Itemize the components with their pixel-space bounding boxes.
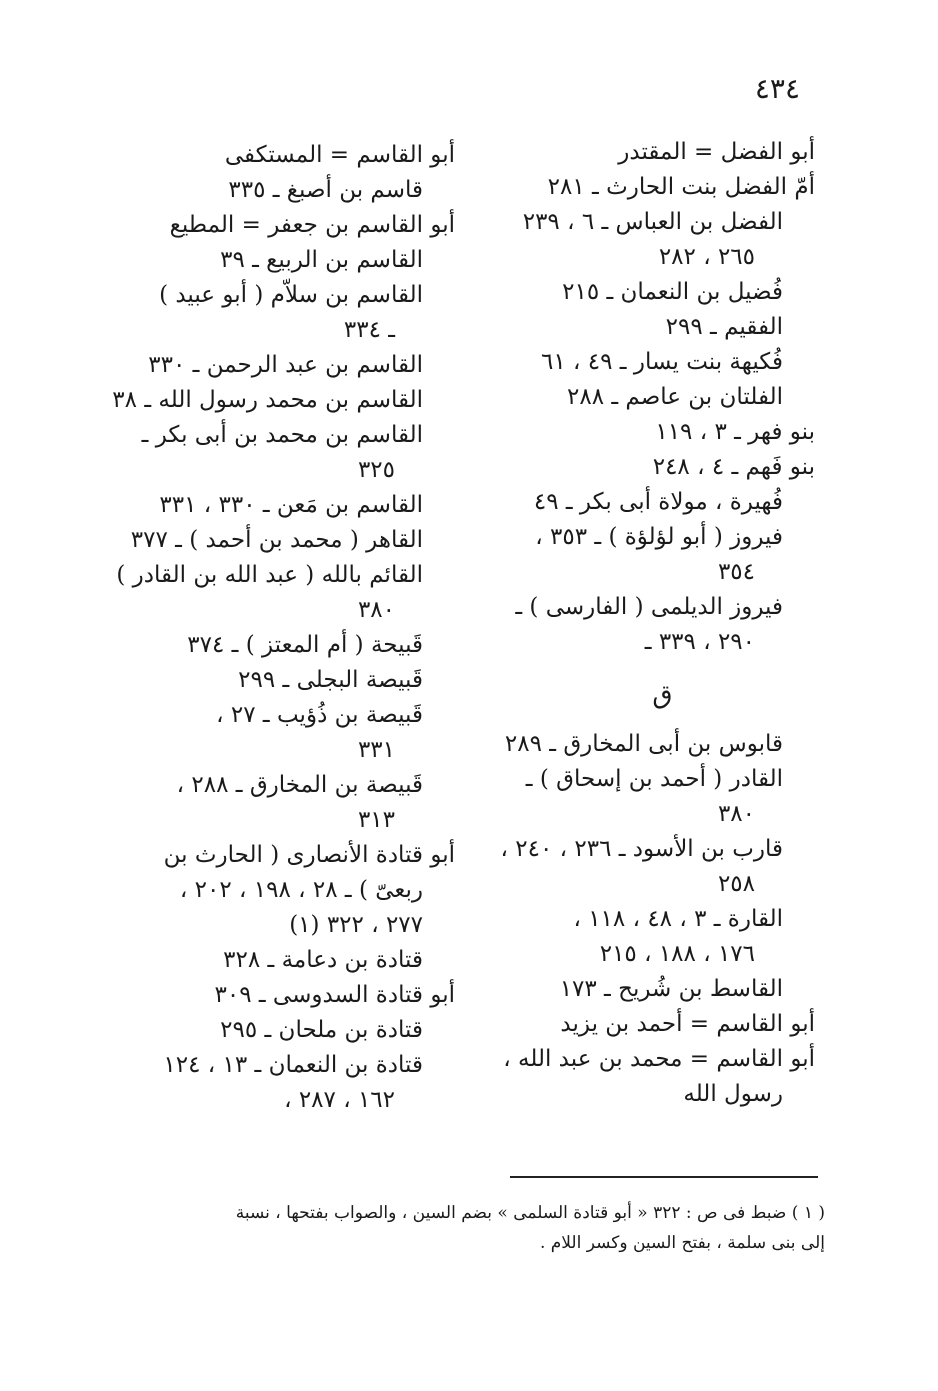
index-entry-line: القاسم بن محمد بن أبى بكر ـ (141, 422, 423, 448)
index-entry-line: بنو فَهم ـ ٤ ، ٢٤٨ (652, 454, 815, 480)
index-entry-line: ٣٨٠ (357, 597, 395, 623)
index-entry-line: الفلتان بن عاصم ـ ٢٨٨ (566, 384, 783, 410)
index-column-left (100, 138, 455, 1118)
index-entry-line: قابوس بن أبى المخارق ـ ٢٨٩ (504, 731, 783, 757)
index-entry-line: القاسم بن مَعن ـ ٣٣٠ ، ٣٣١ (159, 492, 423, 518)
index-entry-line: أبو القاسم = المستكفى (224, 142, 455, 168)
entries-qaf (470, 727, 815, 1112)
entries-fa (470, 135, 815, 660)
section-letter: ق (652, 680, 673, 710)
index-entry-line: ٢٩٠ ، ٣٣٩ ـ (644, 629, 755, 655)
index-entry-line: القاسم بن الربيع ـ ٣٩ (220, 247, 423, 273)
index-entry-line: ـ ٣٣٤ (343, 317, 395, 343)
index-entry-line: أبو القاسم = محمد بن عبد الله ، (503, 1046, 815, 1072)
footnote-line: إلى بنى سلمة ، بفتح السين وكسر اللام . (539, 1233, 825, 1253)
index-entry-line: ٢٧٧ ، ٣٢٢ (١) (289, 912, 423, 938)
index-entry-line: أمّ الفضل بنت الحارث ـ ٢٨١ (547, 174, 815, 200)
index-entry-line: ٣٢٥ (357, 457, 395, 483)
index-entry-line: القاسم بن عبد الرحمن ـ ٣٣٠ (148, 352, 423, 378)
page-number: ٤٣٤ (754, 72, 800, 105)
index-entry-line: القارة ـ ٣ ، ٤٨ ، ١١٨ ، (573, 906, 783, 932)
index-entry-line: فيروز ( أبو لؤلؤة ) ـ ٣٥٣ ، (535, 524, 783, 550)
index-column-right (470, 135, 815, 1112)
index-entry-line: ٢٥٨ (717, 871, 755, 897)
index-entry-line: قتادة بن دعامة ـ ٣٢٨ (223, 947, 423, 973)
index-entry-line: أبو الفضل = المقتدر (618, 139, 815, 165)
index-entry-line: قَبيصة البجلى ـ ٢٩٩ (238, 667, 423, 693)
index-entry-line: القاسط بن شُريح ـ ١٧٣ (559, 976, 783, 1002)
index-entry-line: قاسم بن أصبغ ـ ٣٣٥ (228, 177, 423, 203)
index-entry-line: ٣٨٠ (717, 801, 755, 827)
index-entry-line: القاهر ( محمد بن أحمد ) ـ ٣٧٧ (130, 527, 423, 553)
index-entry-line: قتادة بن ملحان ـ ٢٩٥ (220, 1017, 423, 1043)
index-entry-line: القاسم بن سلاّم ( أبو عبيد ) (159, 282, 423, 308)
index-entry-line: فُكيهة بنت يسار ـ ٤٩ ، ٦١ (541, 349, 783, 375)
index-entry-line: قَبيصة بن ذُؤيب ـ ٢٧ ، (216, 702, 423, 728)
index-entry-line: أبو القاسم بن جعفر = المطيع (169, 212, 455, 238)
footnote-line: ( ١ ) ضبط فى ص : ٣٢٢ « أبو قتادة السلمى » بضم السين ، والصواب بفتحها ، نسبة (235, 1203, 825, 1223)
index-entry-line: بنو فهر ـ ٣ ، ١١٩ (655, 419, 815, 445)
index-entry-line: ٣٥٤ (717, 559, 755, 585)
footnote-divider (510, 1176, 818, 1178)
index-entry-line: القاسم بن محمد رسول الله ـ ٣٨ (112, 387, 423, 413)
index-entry-line: قتادة بن النعمان ـ ١٣ ، ١٢٤ (163, 1052, 423, 1078)
index-entry-line: أبو قتادة الأنصارى ( الحارث بن (163, 842, 455, 868)
entries-qaf-continued (100, 138, 455, 1118)
index-entry-line: ١٧٦ ، ١٨٨ ، ٢١٥ (599, 941, 755, 967)
index-entry-line: قَبيحة ( أم المعتز ) ـ ٣٧٤ (187, 632, 423, 658)
index-entry-line: الفقيم ـ ٢٩٩ (665, 314, 783, 340)
index-entry-line: ٣٣١ (357, 737, 395, 763)
index-entry-line: القادر ( أحمد بن إسحاق ) ـ (525, 766, 783, 792)
footnote (130, 1198, 825, 1258)
index-entry-line: أبو قتادة السدوسى ـ ٣٠٩ (214, 982, 455, 1008)
index-entry-line: قَبيصة بن المخارق ـ ٢٨٨ ، (176, 772, 423, 798)
index-entry-line: ٢٦٥ ، ٢٨٢ (658, 244, 755, 270)
index-entry-line: ربعىّ ) ـ ٢٨ ، ١٩٨ ، ٢٠٢ ، (179, 877, 423, 903)
index-entry-line: ٣١٣ (357, 807, 395, 833)
index-entry-line: فُهيرة ، مولاة أبى بكر ـ ٤٩ (533, 489, 783, 515)
index-entry-line: أبو القاسم = أحمد بن يزيد (560, 1011, 815, 1037)
index-entry-line: فُضيل بن النعمان ـ ٢١٥ (562, 279, 783, 305)
index-entry-line: رسول الله (683, 1081, 783, 1107)
index-entry-line: ١٦٢ ، ٢٨٧ ، (284, 1087, 395, 1113)
index-entry-line: الفضل بن العباس ـ ٦ ، ٢٣٩ (522, 209, 783, 235)
index-entry-line: القائم بالله ( عبد الله بن القادر ) (116, 562, 423, 588)
index-entry-line: قارب بن الأسود ـ ٢٣٦ ، ٢٤٠ ، (500, 836, 783, 862)
index-entry-line: فيروز الديلمى ( الفارسى ) ـ (515, 594, 783, 620)
